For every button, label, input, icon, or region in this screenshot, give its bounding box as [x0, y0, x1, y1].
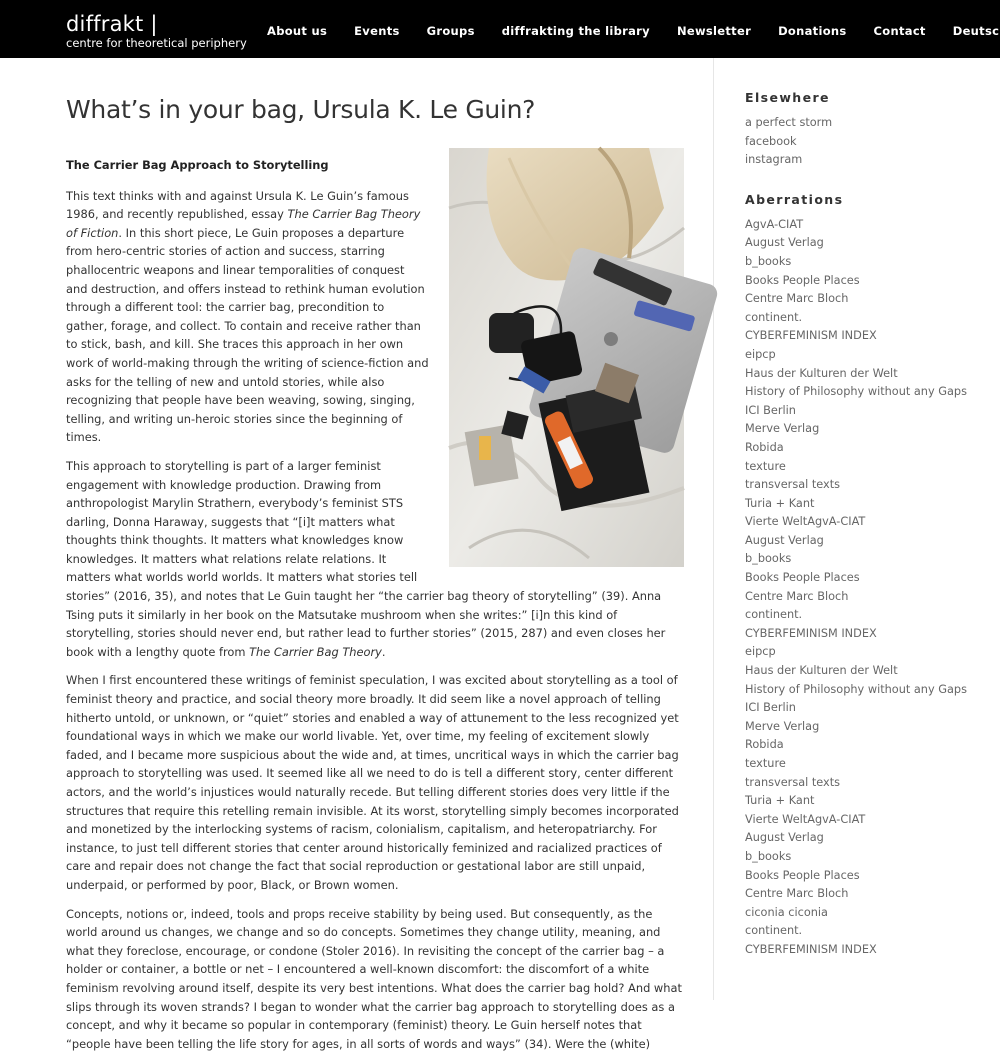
aberrations-item: [745, 495, 975, 514]
site-logo[interactable]: [66, 13, 247, 50]
elsewhere-link[interactable]: a perfect storm: [745, 116, 833, 129]
sidebar: [745, 58, 975, 960]
aberrations-item: [745, 476, 975, 495]
aberrations-item: [745, 365, 975, 384]
bag-contents-photo: [449, 148, 684, 567]
main-content: [66, 58, 684, 1063]
aberrations-item: [745, 234, 975, 253]
aberrations-link[interactable]: Centre Marc Bloch: [745, 589, 849, 603]
aberrations-link[interactable]: History of Philosophy without any Gaps: [745, 385, 967, 399]
aberrations-link[interactable]: ciconia ciconia: [745, 905, 828, 919]
nav-item-contact[interactable]: Contact: [873, 23, 926, 38]
aberrations-link[interactable]: eipcp: [745, 645, 776, 659]
aberrations-item: [745, 550, 975, 569]
aberrations-link[interactable]: b_books: [745, 552, 792, 566]
aberrations-link[interactable]: texture: [745, 459, 786, 473]
aberrations-link[interactable]: Haus der Kulturen der Welt: [745, 664, 898, 678]
elsewhere-item: [745, 133, 975, 152]
aberrations-item: [745, 272, 975, 291]
aberrations-link[interactable]: Centre Marc Bloch: [745, 292, 849, 306]
aberrations-link[interactable]: Robida: [745, 440, 784, 454]
aberrations-item: [745, 346, 975, 365]
sidebar-divider: [713, 58, 714, 1000]
elsewhere-item: [745, 151, 975, 170]
aberrations-item: [745, 774, 975, 793]
aberrations-link[interactable]: continent.: [745, 608, 803, 622]
aberrations-link[interactable]: Books People Places: [745, 273, 860, 287]
elsewhere-list: [745, 114, 975, 170]
main-nav: [267, 0, 1008, 58]
nav-item-groups[interactable]: Groups: [426, 23, 475, 38]
site-title: diffrakt |: [66, 12, 158, 36]
page-title: What’s in your bag, Ursula K. Le Guin?: [66, 95, 536, 124]
aberrations-link[interactable]: ICI Berlin: [745, 701, 796, 715]
elsewhere-item: [745, 114, 975, 133]
aberrations-link[interactable]: Turia + Kant: [745, 794, 815, 808]
aberrations-item: [745, 718, 975, 737]
aberrations-item: [745, 458, 975, 477]
aberrations-item: [745, 532, 975, 551]
aberrations-item: [745, 253, 975, 272]
aberrations-link[interactable]: AgvA-CIAT: [745, 217, 804, 231]
aberrations-item: [745, 290, 975, 309]
aberrations-item: [745, 699, 975, 718]
nav-item-deutsch[interactable]: Deutsch: [952, 23, 1008, 38]
aberrations-list: [745, 216, 975, 960]
essay-title-emphasis: The Carrier Bag Theory of Fiction: [66, 207, 421, 240]
aberrations-link[interactable]: CYBERFEMINISM INDEX: [745, 626, 877, 640]
nav-item-donations[interactable]: Donations: [778, 23, 847, 38]
aberrations-item: [745, 681, 975, 700]
aberrations-item: [745, 513, 975, 532]
elsewhere-link[interactable]: instagram: [745, 153, 803, 167]
aberrations-item: [745, 755, 975, 774]
aberrations-link[interactable]: transversal texts: [745, 775, 841, 789]
aberrations-item: [745, 829, 975, 848]
aberrations-link[interactable]: b_books: [745, 254, 792, 268]
aberrations-link[interactable]: eipcp: [745, 347, 776, 361]
site-subtitle: centre for theoretical periphery: [66, 36, 247, 50]
aberrations-link[interactable]: August Verlag: [745, 533, 824, 547]
article-paragraph-3: When I first encountered these writings of feminist speculation, I was excited about storytelling as a tool of feminist theory and practice, and social theory more broadly. It did seem like a novel approach of telling hitherto untold, or unknown, or “quiet” stories and enabled a way of attunement to the less recognized yet foundational ways in which we make our world livable. Yet, over time, my feeling of excitement slowly faded, and I became more suspicious about the wide and, at times, uncritical ways in which the carrier bag approach to storytelling was used. It seemed like all we need to do is tell a different story, center different actors, and the world’s injustices would naturally recede. But telling different stories does very little if the structures that require this retelling remain invisible. At its worst, storytelling simply becomes incorporated and monetized by the interlocking systems of racism, colonialism, capitalism, and heteropatriarchy. For instance, to just tell different stories that center around historically feminized and racialized practices of care and repair does not change the fact that social reproduction or gestational labor are still unpaid, underpaid, or performed by poor, Black, or Brown women.: [66, 673, 679, 892]
aberrations-link[interactable]: CYBERFEMINISM INDEX: [745, 942, 877, 956]
aberrations-item: [745, 439, 975, 458]
nav-item-newsletter[interactable]: Newsletter: [676, 23, 752, 38]
essay-title-emphasis-2: The Carrier Bag Theory: [249, 644, 382, 659]
aberrations-link[interactable]: b_books: [745, 849, 792, 863]
aberrations-link[interactable]: continent.: [745, 924, 803, 938]
aberrations-item: [745, 625, 975, 644]
nav-item-about-us[interactable]: About us: [267, 23, 328, 38]
aberrations-item: [745, 588, 975, 607]
aberrations-item: [745, 662, 975, 681]
aberrations-link[interactable]: continent.: [745, 310, 803, 324]
article-subhead: The Carrier Bag Approach to Storytelling: [66, 158, 329, 172]
aberrations-link[interactable]: Books People Places: [745, 868, 860, 882]
aberrations-item: [745, 216, 975, 235]
aberrations-link[interactable]: Haus der Kulturen der Welt: [745, 366, 898, 380]
aberrations-item: [745, 885, 975, 904]
aberrations-item: [745, 904, 975, 923]
aberrations-item: [745, 811, 975, 830]
aberrations-item: [745, 606, 975, 625]
aberrations-item: [745, 327, 975, 346]
aberrations-item: [745, 402, 975, 421]
aberrations-item: [745, 309, 975, 328]
aberrations-item: [745, 848, 975, 867]
aberrations-link[interactable]: Merve Verlag: [745, 719, 820, 733]
aberrations-link[interactable]: ICI Berlin: [745, 403, 796, 417]
aberrations-link[interactable]: August Verlag: [745, 831, 824, 845]
aberrations-link[interactable]: Centre Marc Bloch: [745, 887, 849, 901]
aberrations-link[interactable]: texture: [745, 757, 786, 770]
aberrations-link[interactable]: Vierte WeltAgvA-CIAT: [745, 812, 866, 826]
aberrations-link[interactable]: Vierte WeltAgvA-CIAT: [745, 515, 866, 529]
article-body: [66, 156, 684, 1053]
aberrations-link[interactable]: Books People Places: [745, 571, 860, 585]
aberrations-item: [745, 867, 975, 886]
aberrations-item: [745, 643, 975, 662]
nav-item-events[interactable]: Events: [354, 23, 400, 38]
aberrations-link[interactable]: Robida: [745, 738, 784, 752]
aberrations-heading: Aberrations: [745, 191, 844, 207]
aberrations-link[interactable]: CYBERFEMINISM INDEX: [745, 329, 877, 343]
elsewhere-link[interactable]: facebook: [745, 134, 797, 148]
aberrations-item: [745, 922, 975, 941]
aberrations-item: [745, 569, 975, 588]
elsewhere-heading: Elsewhere: [745, 90, 830, 105]
aberrations-item: [745, 420, 975, 439]
aberrations-item: [745, 941, 975, 960]
article-paragraph-2: This approach to storytelling is part of a larger feminist engagement with knowledge production. Drawing from anthropologist Marylin Strathern, everybody’s feminist STS darling, Donna Haraway, suggests that “[i]t matters what thoughts think thoughts. It matters what knowledges know knowledges. It matters what relations relate relations. It matters what worlds world worlds. It matters what stories tell stories” (2016, 35), and notes that Le Guin taught her “the carrier bag theory of storytelling” (39). Anna Tsing puts it similarly in her book on the Matsutake mushroom when she writes:” [i]n this kind of storytelling, stories should never end, but rather lead to further stories” (2015, 287) and even closes her book with a lengthy quote from The Carrier Bag Theory.: [66, 458, 666, 659]
article-paragraph-4: Concepts, notions or, indeed, tools and props receive stability by being used. But consequently, as the world around us changes, we change and so do concepts. Sometimes they change utility, meaning, and what they foreclose, encourage, or condone (Stoler 2016). In revisiting the concept of the carrier bag – a holder or container, a bottle or net – I encountered a well-known discomfort: the discomfort of a white feminism revolving around itself, despite its very best intentions. What does the carrier bag hold? And what slips through its woven strands? I began to wonder what the carrier bag approach to storytelling does as a concept, and why it became so popular in contemporary (feminist) theory. Le Guin herself notes that “people have been telling the life story for ages, in all sorts of words and ways” (34). Were the (white): [66, 906, 682, 1051]
aberrations-link[interactable]: History of Philosophy without any Gaps: [745, 682, 967, 696]
aberrations-link[interactable]: Merve Verlag: [745, 422, 820, 436]
aberrations-item: [745, 792, 975, 811]
nav-item-diffrakting-the-library[interactable]: diffrakting the library: [501, 23, 650, 38]
aberrations-link[interactable]: Turia + Kant: [745, 496, 815, 510]
aberrations-item: [745, 383, 975, 402]
site-header: [0, 0, 1008, 58]
aberrations-link[interactable]: transversal texts: [745, 478, 841, 492]
aberrations-item: [745, 736, 975, 755]
article-paragraph-1: This text thinks with and against Ursula K. Le Guin’s famous 1986, and recently republished, essay The Carrier Bag Theory of Fiction. In this short piece, Le Guin proposes a departure from hero-centric stories of action and success, starring phallocentric weapons and linear temporalities of conquest and destruction, and offers instead to rethink human evolution through a different tool: the carrier bag, precondition to gather, forage, and collect. To contain and receive rather than to stick, bash, and kill. She traces this approach in her own work of world-making through the writing of science-fiction and asks for the telling of new and untold stories, while also recognizing that people have been weaving, sowing, singing, telling, and writing un-heroic stories since the beginning of times.: [66, 188, 429, 445]
aberrations-link[interactable]: August Verlag: [745, 236, 824, 250]
